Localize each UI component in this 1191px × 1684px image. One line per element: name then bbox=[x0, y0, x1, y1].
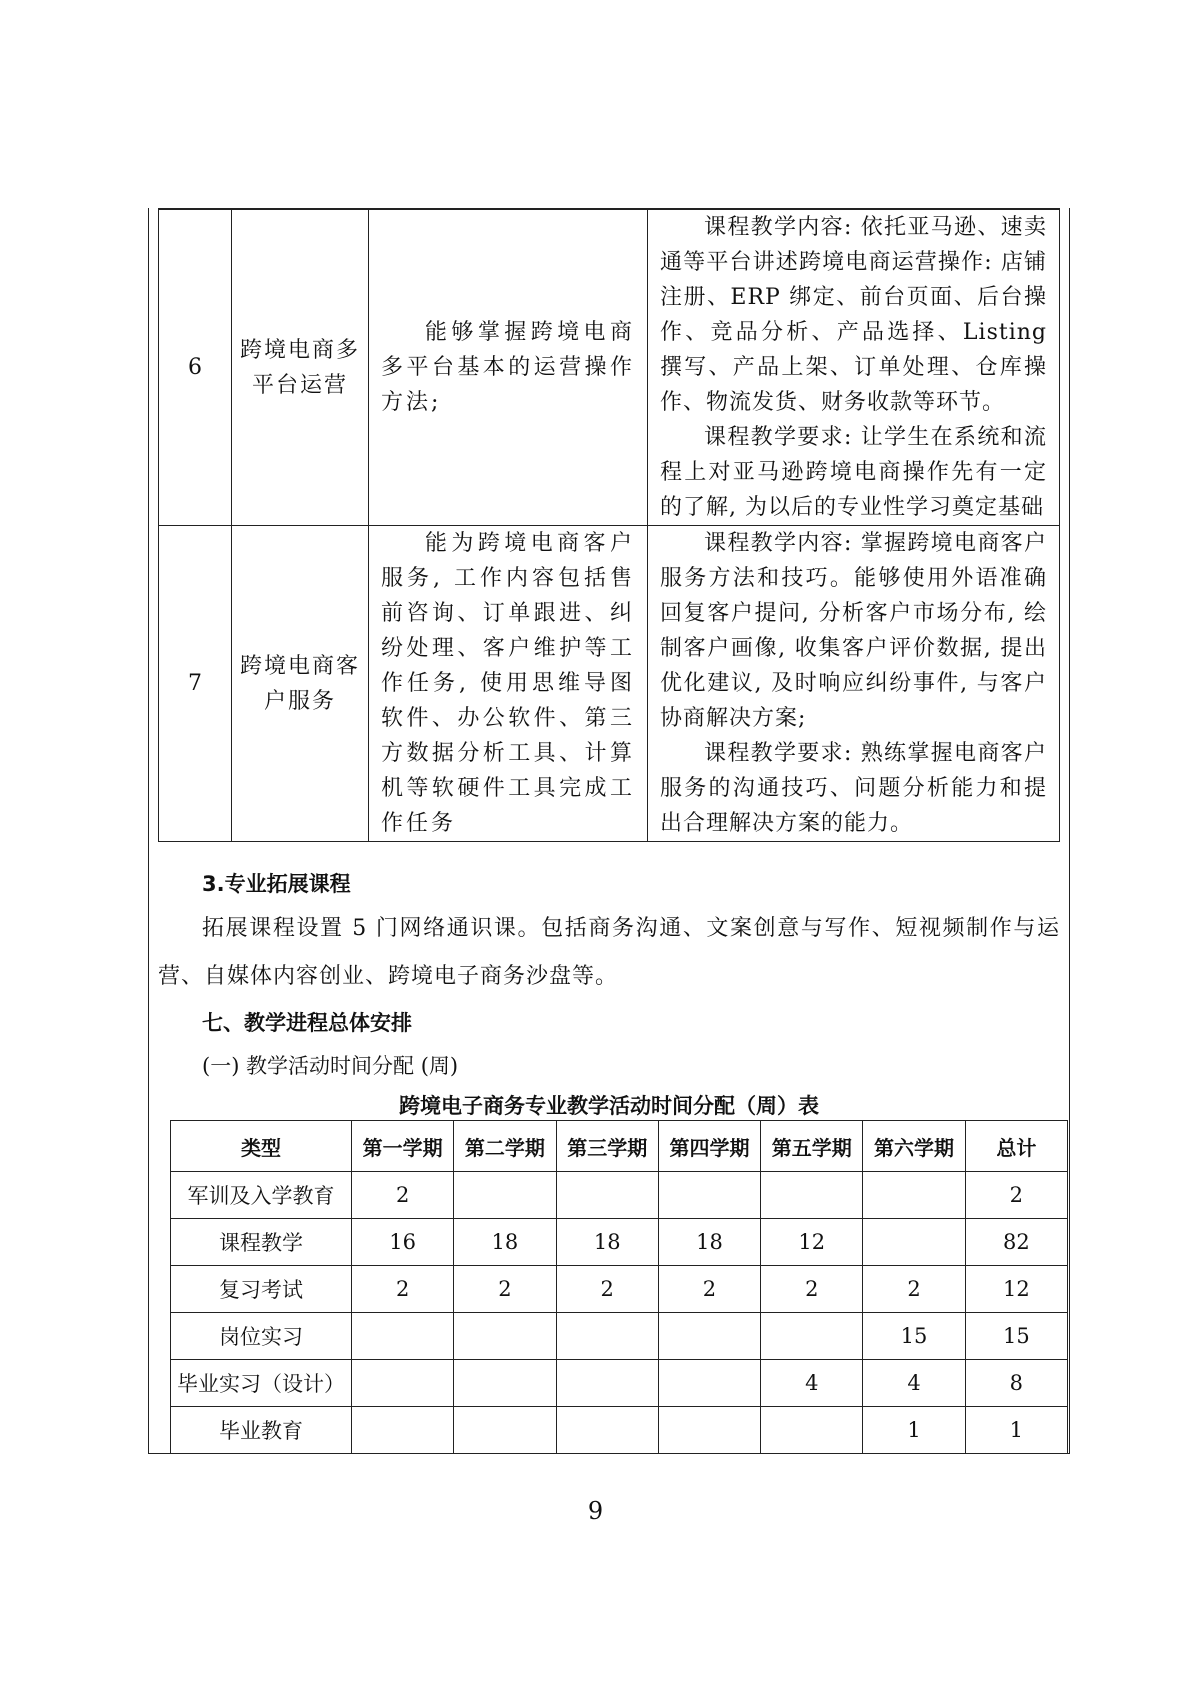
cell-term-3 bbox=[556, 1172, 658, 1219]
schedule-table bbox=[170, 1120, 1068, 1454]
cell-total: 15 bbox=[965, 1313, 1067, 1360]
table-row bbox=[171, 1219, 1068, 1266]
cell-term-2: 2 bbox=[454, 1266, 556, 1313]
cell-term-5 bbox=[761, 1313, 863, 1360]
header-term-4: 第四学期 bbox=[658, 1121, 760, 1172]
course-goal-text: 能为跨境电商客户服务, 工作内容包括售前咨询、订单跟进、纠纷处理、客户维护等工作任务, 使用思维导图软件、办公软件、第三方数据分析工具、计算机等软硬件工具完成工作任务 bbox=[381, 531, 635, 836]
cell-term-2 bbox=[454, 1407, 556, 1454]
cell-term-5 bbox=[761, 1407, 863, 1454]
section-heading-seven: 七、教学进程总体安排 bbox=[202, 1011, 412, 1035]
row-type: 毕业教育 bbox=[171, 1407, 352, 1454]
course-content bbox=[648, 210, 1060, 526]
cell-term-5: 12 bbox=[761, 1219, 863, 1266]
cell-total: 12 bbox=[965, 1266, 1067, 1313]
cell-term-2 bbox=[454, 1360, 556, 1407]
cell-term-2: 18 bbox=[454, 1219, 556, 1266]
cell-term-1 bbox=[352, 1360, 454, 1407]
table-row bbox=[171, 1407, 1068, 1454]
course-goal bbox=[369, 210, 648, 526]
cell-term-3 bbox=[556, 1407, 658, 1454]
cell-term-4 bbox=[658, 1407, 760, 1454]
cell-total: 82 bbox=[965, 1219, 1067, 1266]
header-term-3: 第三学期 bbox=[556, 1121, 658, 1172]
header-term-5: 第五学期 bbox=[761, 1121, 863, 1172]
course-goal-text: 能够掌握跨境电商多平台基本的运营操作方法; bbox=[381, 320, 635, 415]
cell-term-6: 15 bbox=[863, 1313, 965, 1360]
cell-term-4 bbox=[658, 1172, 760, 1219]
course-requirement-text: 课程教学要求: 熟练掌握电商客户服务的沟通技巧、问题分析能力和提出合理解决方案的能力。 bbox=[660, 741, 1047, 836]
cell-term-2 bbox=[454, 1172, 556, 1219]
course-number: 6 bbox=[159, 210, 232, 526]
cell-term-3 bbox=[556, 1313, 658, 1360]
cell-term-5: 2 bbox=[761, 1266, 863, 1313]
row-type: 课程教学 bbox=[171, 1219, 352, 1266]
header-term-2: 第二学期 bbox=[454, 1121, 556, 1172]
course-name: 跨境电商多平台运营 bbox=[232, 210, 369, 526]
cell-total: 1 bbox=[965, 1407, 1067, 1454]
cell-total: 8 bbox=[965, 1360, 1067, 1407]
course-name: 跨境电商客户服务 bbox=[232, 526, 369, 842]
row-type: 复习考试 bbox=[171, 1266, 352, 1313]
course-content-text: 课程教学内容: 掌握跨境电商客户服务方法和技巧。能够使用外语准确回复客户提问, 分析客户市场分布, 绘制客户画像, 收集客户评价数据, 提出优化建议, 及时响应纠纷事件, 与客户协商解决方案; bbox=[660, 531, 1047, 731]
table-row bbox=[171, 1313, 1068, 1360]
cell-term-4 bbox=[658, 1360, 760, 1407]
cell-term-6: 1 bbox=[863, 1407, 965, 1454]
cell-term-4: 18 bbox=[658, 1219, 760, 1266]
section-heading-extension: 3.专业拓展课程 bbox=[202, 872, 351, 896]
table-row bbox=[159, 210, 1060, 526]
page-number: 9 bbox=[587, 1497, 604, 1525]
section-body-extension: 拓展课程设置 5 门网络通识课。包括商务沟通、文案创意与写作、短视频制作与运营、自媒体内容创业、跨境电子商务沙盘等。 bbox=[158, 916, 1060, 989]
row-type: 毕业实习（设计） bbox=[171, 1360, 352, 1407]
schedule-table-title: 跨境电子商务专业教学活动时间分配（周）表 bbox=[399, 1094, 819, 1118]
header-total: 总计 bbox=[965, 1121, 1067, 1172]
header-type: 类型 bbox=[171, 1121, 352, 1172]
cell-total: 2 bbox=[965, 1172, 1067, 1219]
cell-term-1: 2 bbox=[352, 1172, 454, 1219]
course-requirement-text: 课程教学要求: 让学生在系统和流程上对亚马逊跨境电商操作先有一定的了解, 为以后的专业性学习奠定基础 bbox=[660, 425, 1047, 520]
header-term-1: 第一学期 bbox=[352, 1121, 454, 1172]
course-number: 7 bbox=[159, 526, 232, 842]
cell-term-2 bbox=[454, 1313, 556, 1360]
cell-term-4 bbox=[658, 1313, 760, 1360]
cell-term-1 bbox=[352, 1407, 454, 1454]
course-table bbox=[158, 208, 1060, 842]
table-header-row bbox=[171, 1121, 1068, 1172]
course-content-text: 课程教学内容: 依托亚马逊、速卖通等平台讲述跨境电商运营操作: 店铺注册、ERP 绑定、前台页面、后台操作、竞品分析、产品选择、Listing 撰写、产品上架、订单处理、仓库操作、物流发货、财务收款等环节。 bbox=[660, 215, 1047, 415]
cell-term-5: 4 bbox=[761, 1360, 863, 1407]
cell-term-6 bbox=[863, 1219, 965, 1266]
cell-term-6: 2 bbox=[863, 1266, 965, 1313]
cell-term-3 bbox=[556, 1360, 658, 1407]
course-content bbox=[648, 526, 1060, 842]
cell-term-1 bbox=[352, 1313, 454, 1360]
table-row bbox=[159, 526, 1060, 842]
cell-term-3: 2 bbox=[556, 1266, 658, 1313]
cell-term-6: 4 bbox=[863, 1360, 965, 1407]
table-row bbox=[171, 1266, 1068, 1313]
course-goal bbox=[369, 526, 648, 842]
row-type: 军训及入学教育 bbox=[171, 1172, 352, 1219]
table-row bbox=[171, 1172, 1068, 1219]
cell-term-1: 2 bbox=[352, 1266, 454, 1313]
cell-term-3: 18 bbox=[556, 1219, 658, 1266]
cell-term-1: 16 bbox=[352, 1219, 454, 1266]
row-type: 岗位实习 bbox=[171, 1313, 352, 1360]
cell-term-6 bbox=[863, 1172, 965, 1219]
table-row bbox=[171, 1360, 1068, 1407]
subsection-heading-one: (一) 教学活动时间分配 (周) bbox=[202, 1054, 459, 1078]
header-term-6: 第六学期 bbox=[863, 1121, 965, 1172]
cell-term-4: 2 bbox=[658, 1266, 760, 1313]
cell-term-5 bbox=[761, 1172, 863, 1219]
